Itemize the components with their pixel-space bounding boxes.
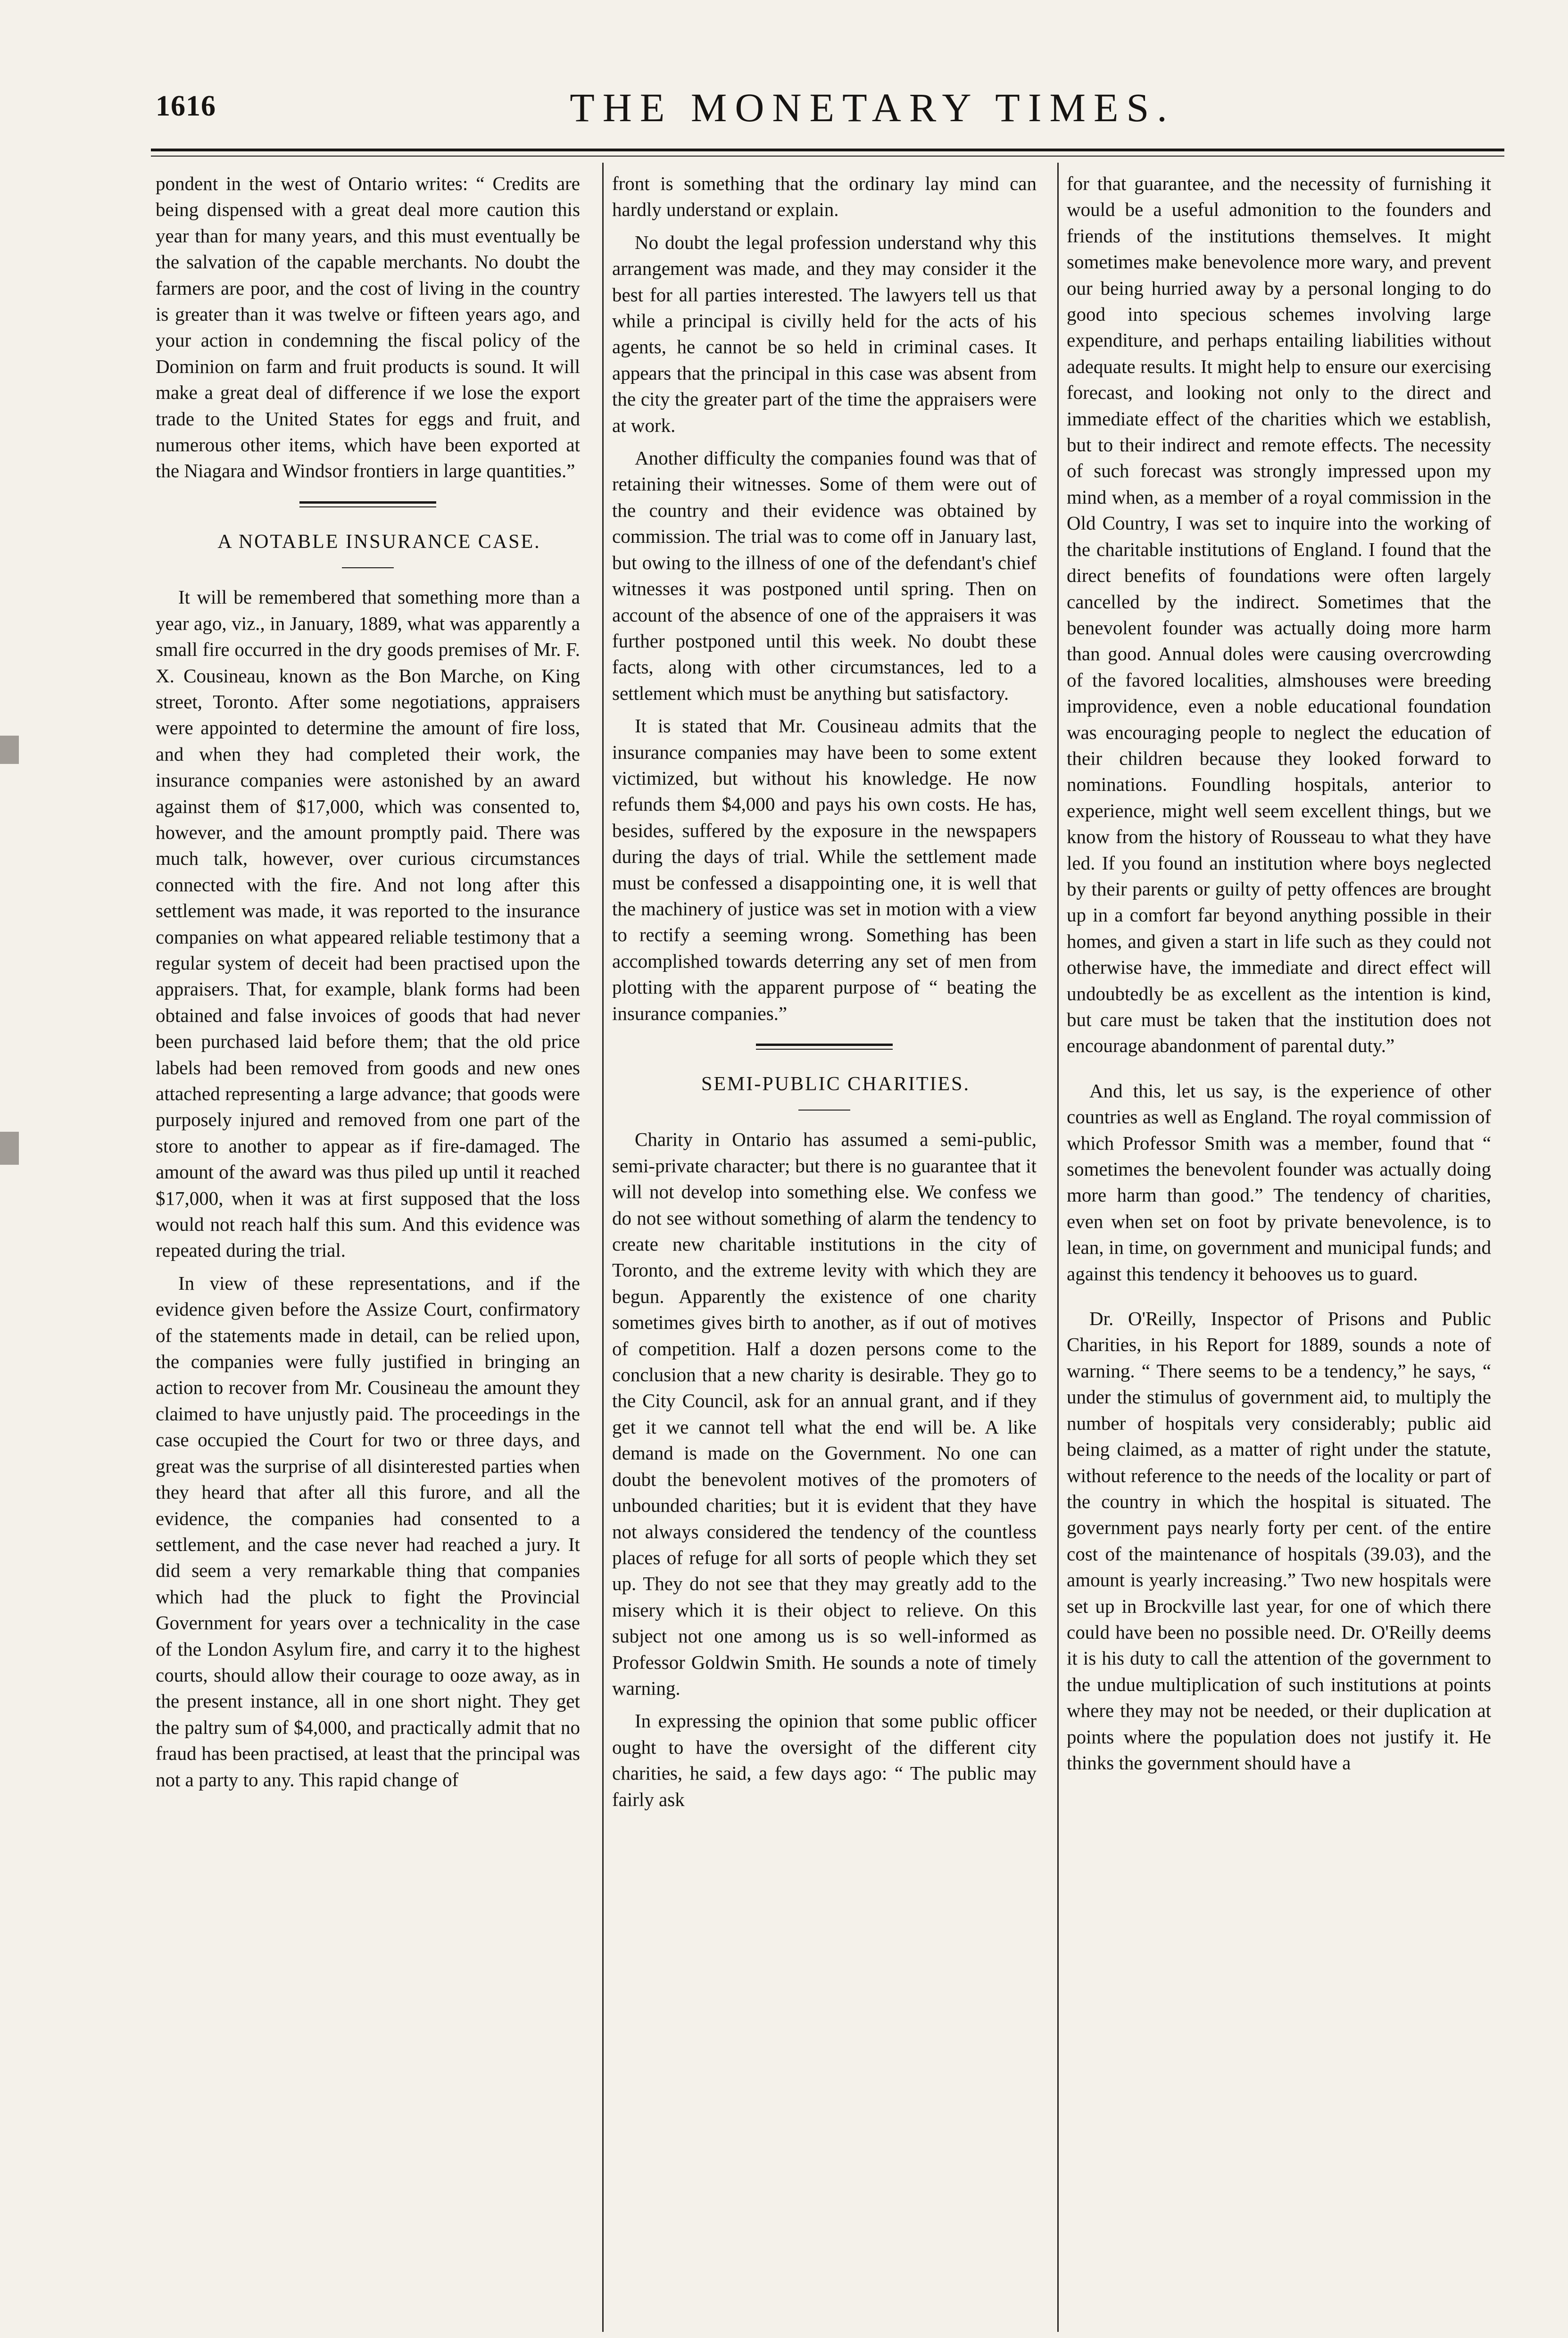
paragraph: Dr. O'Reilly, Inspector of Prisons and Public Charities, in his Report for 1889, sounds a note of warning. “ There seems to be a tendency,” he says, “ under the stimulus of government aid, to multiply the number of hospitals very considerably; public aid being claimed, as a matter of right under the statute, without reference to the needs of the locality or part of the country in which the hospital is situated. The government pays nearly forty per cent. of the entire cost of the maintenance of hospitals (39.03), and the amount is yearly increasing.” Two new hospitals were set up in Brockville last year, for one of which there could have been no possible need. Dr. O'Reilly deems it is his duty to call the attention of the government to the undue multiplication of such institutions at points where they may not be needed, or their duplication at points where the population does not justify it. He thinks the government should have a — [1067, 1308, 1491, 1774]
header-rule-thin — [151, 156, 1504, 157]
paragraph: Charity in Ontario has assumed a semi-public, semi-private character; but there is no guarantee that it will not develop into something else. We confess we do not see without something of alarm the tendency to create new charitable institutions in the city of Toronto, and the extreme levity with which they are begun. Apparently the existence of one charity sometimes gives birth to another, as if out of motives of competition. Half a dozen persons come to the conclusion that a new charity is desirable. They go to the City Council, ask for an annual grant, and if they get it we cannot tell what the end will be. A like demand is made on the Government. No one can doubt the benevolent motives of the promoters of unbounded charities; but it is evident that they have not always considered the tendency of the countless places of refuge for all sorts of people which they set up. They do not see that they may greatly add to the misery which it is their object to relieve. On this subject not one among us is so well-informed as Professor Goldwin Smith. He sounds a note of timely warning. — [612, 1128, 1037, 1699]
page-number: 1616 — [156, 90, 216, 122]
paragraph: front is something that the ordinary lay mind can hardly understand or explain. — [612, 173, 1037, 221]
heading-rule — [798, 1110, 850, 1111]
paragraph: pondent in the west of Ontario writes: “ Credits are being dispensed with a great deal more caution this year than for many years, and this must eventually be the salvation of the capable merchants. No doubt the farmers are poor, and the cost of living in the country is greater than it was twelve or fifteen years ago, and your action in condemning the fiscal policy of the Dominion on farm and fruit products is sound. It will make a great deal of difference if we lose the export trade to the United States for eggs and fruit, and numerous other items, which have been exported at the Niagara and Windsor frontiers in large quantities.” — [156, 173, 580, 482]
column-divider — [602, 163, 604, 2332]
article-heading: SEMI-PUBLIC CHARITIES. — [701, 1073, 971, 1095]
masthead-title: THE MONETARY TIMES. — [570, 85, 1175, 130]
paragraph: In expressing the opinion that some public officer ought to have the oversight of the different city charities, he said, a few days ago: “ The public may fairly ask — [612, 1710, 1037, 1810]
paragraph: And this, let us say, is the experience of other countries as well as England. The royal commission of which Professor Smith was a member, found that “ sometimes the benevolent founder was actually doing more harm than good.” The tendency of charities, even when set on foot by private benevolence, is to lean, in time, on government and municipal funds; and against this tendency it behooves us to guard. — [1067, 1079, 1491, 1285]
column-2 — [612, 171, 1037, 2333]
paragraph: No doubt the legal profession understand why this arrangement was made, and they may consider it the best for all parties interested. The lawyers tell us that while a principal is civilly held for the acts of his agents, he cannot be so held in criminal cases. It appears that the principal in this case was absent from the city the greater part of the time the appraisers were at work. — [612, 231, 1037, 436]
header-rule — [151, 149, 1504, 151]
column-divider — [1057, 163, 1059, 2332]
paragraph: It is stated that Mr. Cousineau admits that the insurance companies may have been to some extent victimized, but without his knowledge. He now refunds them $4,000 and pays his own costs. He has, besides, suffered by the exposure in the newspapers during the days of trial. While the settlement made must be confessed a disappointing one, it is well that the machinery of justice was set in motion with a view to rectify a seeming wrong. Something has been accomplished towards deterring any set of men from plotting with the apparent purpose of “ beating the insurance companies.” — [612, 715, 1037, 1024]
paragraph: for that guarantee, and the necessity of furnishing it would be a useful admonition to the founders and friends of the institutions themselves. It might sometimes make benevolence more wary, and prevent our being hurried away by a personal longing to do good into specious schemes involving large expenditure, and perhaps entailing liabilities without adequate results. It might help to ensure our exercising forecast, and looking not only to the direct and immediate effect of the charities which we establish, but to their indirect and remote effects. The necessity of such forecast was strongly impressed upon my mind when, as a member of a royal commission in the Old Country, I was set to inquire into the working of the charitable institutions of England. I found that the direct benefits of foundations were often largely cancelled by the indirect. Sometimes that the benevolent founder was actually doing more harm than good. Annual doles were causing overcrowding of the favored localities, almshouses were breeding improvidence, even a noble educational foundation was encouraging people to neglect the education of their children because they looked forward to nominations. Foundling hospitals, anterior to experience, might well seem excellent things, but we know from the history of Rousseau to what they have led. If you found an institution where boys neglected by their parents or guilty of petty offences are brought up in a comfort far beyond anything possible in their homes, and given a start in life such as they could not otherwise have, the immediate and direct effect will undoubtedly be as excellent as the intention is kind, but care must be taken that the institution does not encourage abandonment of parental duty.” — [1067, 173, 1491, 1057]
heading-rule — [342, 567, 394, 568]
paragraph: Another difficulty the companies found was that of retaining their witnesses. Some of them were out of the country and their evidence was obtained by commission. The trial was to come off in January last, but owing to the illness of one of the defendant's chief witnesses it was postponed until spring. Then on account of the absence of one of the appraisers it was further postponed until this week. No doubt these facts, along with other circumstances, led to a settlement which must be anything but satisfactory. — [612, 447, 1037, 704]
article-heading: A NOTABLE INSURANCE CASE. — [217, 531, 541, 553]
paragraph: It will be remembered that something more than a year ago, viz., in January, 1889, what was apparently a small fire occurred in the dry goods premises of Mr. F. X. Cousineau, known as the Bon Marche, on King street, Toronto. After some negotiations, appraisers were appointed to determine the amount of fire loss, and when they had completed their work, the insurance companies were astonished by an award against them of $17,000, which was consented to, however, and the amount promptly paid. There was much talk, however, over curious circumstances connected with the fire. And not long after this settlement was made, it was reported to the insurance companies on what appeared reliable testimony that a regular system of deceit had been practised upon the appraisers. That, for example, blank forms had been obtained and false invoices of goods that had never been purchased laid before them; that the old price labels had been removed from goods and new ones attached representing a large advance; that goods were purposely injured and removed from one part of the store to another to appear as if fire-damaged. The amount of the award was thus piled up until it reached $17,000, when it was at first supposed that the loss would not reach half this sum. And this evidence was repeated during the trial. — [156, 586, 580, 1261]
scan-edge-mark — [0, 736, 19, 764]
column-1 — [156, 171, 580, 2333]
column-3 — [1067, 171, 1491, 2333]
section-divider — [756, 1044, 893, 1050]
paragraph: In view of these representations, and if the evidence given before the Assize Court, confirmatory of the statements made in detail, can be relied upon, the companies were fully justified in bringing an action to recover from Mr. Cousineau the amount they claimed to have unjustly paid. The proceedings in the case occupied the Court for two or three days, and great was the surprise of all disinterested parties when they heard that after all this furore, and all the evidence, the companies had consented to a settlement, and the case never had reached a jury. It did seem a very remarkable thing that companies which had the pluck to fight the Provincial Government for years over a technicality in the case of the London Asylum fire, and carry it to the highest courts, should allow their courage to ooze away, as in the present instance, all in one short night. They get the paltry sum of $4,000, and practically admit that no fraud has been practised, at least that the principal was not a party to any. This rapid change of — [156, 1272, 580, 1791]
section-divider — [299, 501, 436, 507]
scan-edge-mark — [0, 1132, 19, 1165]
